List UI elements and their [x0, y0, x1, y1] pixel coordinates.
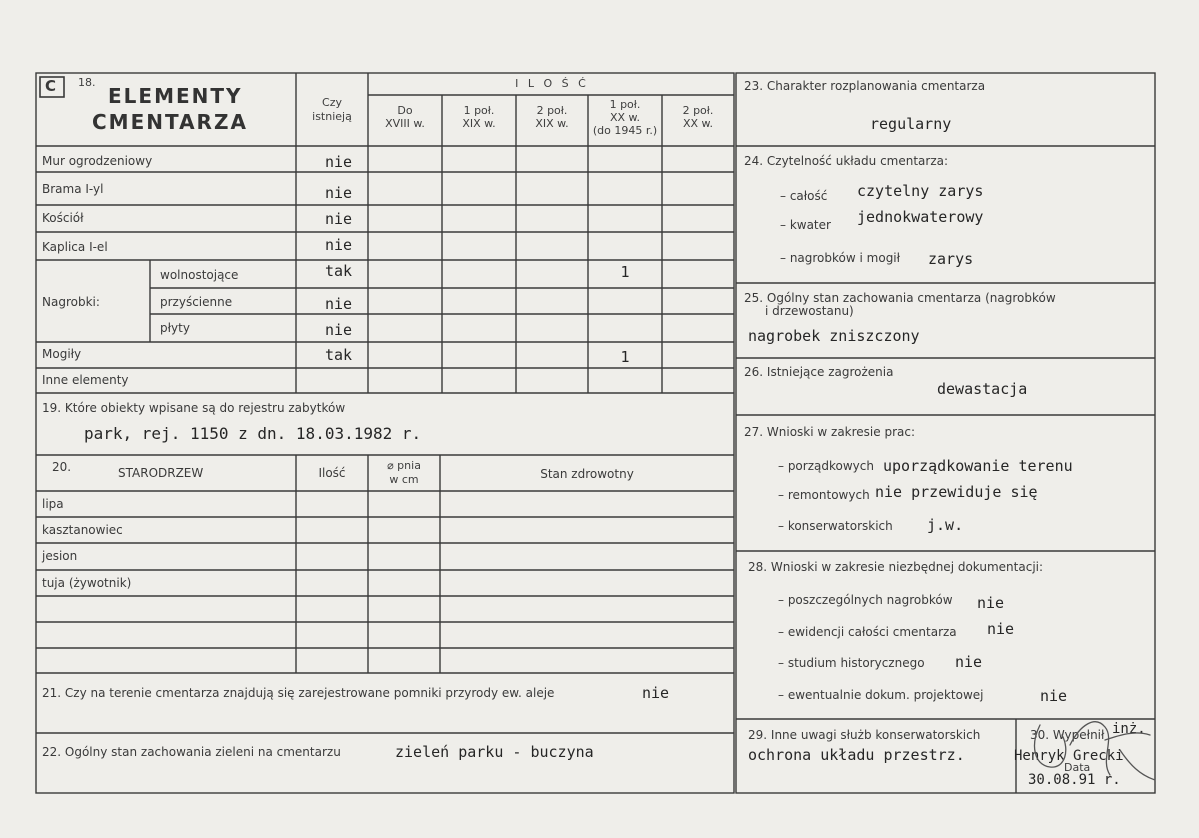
q23-answer: regularny — [870, 115, 952, 133]
tree-tuja: tuja (żywotnik) — [42, 576, 132, 590]
section-letter: C — [45, 77, 57, 95]
tree-jesion: jesion — [42, 549, 78, 563]
q28-studium-answer: nie — [955, 653, 983, 671]
title-line-1: ELEMENTY — [108, 84, 243, 108]
period-1-line2: XVIII w. — [385, 117, 425, 130]
element-label-mur: Mur ogrodzeniowy — [42, 154, 153, 168]
q25-answer: nagrobek zniszczony — [748, 327, 920, 345]
q23-label: 23. Charakter rozplanowania cmentarza — [744, 79, 986, 93]
element-exists-plyty: nie — [325, 321, 353, 339]
q30-name: Henryk Grecki — [1014, 748, 1124, 764]
element-exists-mogily: tak — [325, 346, 353, 364]
q20-number: 20. — [52, 460, 72, 474]
q28-nagrobkow-answer: nie — [977, 594, 1005, 612]
period-5-line2: XX w. — [682, 117, 714, 130]
element-exists-kosciol: nie — [325, 210, 353, 228]
q27-porzadkowych-answer: uporządkowanie terenu — [883, 457, 1073, 475]
q21-label: 21. Czy na terenie cmentarza znajdują się zarejestrowane pomniki przyrody ew. aleje — [42, 686, 555, 700]
period-2-line1: 1 poł. — [463, 104, 495, 117]
q24-nagrobkow-answer: zarys — [928, 250, 974, 268]
nagrobki-label: Nagrobki: — [42, 295, 100, 309]
q24-kwater-answer: jednokwaterowy — [857, 208, 984, 226]
period-2-line2: XIX w. — [462, 117, 496, 130]
q24-label: 24. Czytelność układu cmentarza: — [744, 154, 949, 168]
q20-pnia-1: ⌀ pnia — [387, 459, 421, 472]
q20-stan: Stan zdrowotny — [540, 467, 634, 481]
q19-label: 19. Które obiekty wpisane są do rejestru zabytków — [42, 401, 346, 415]
period-4-line2: XX w. — [609, 111, 641, 124]
q27-porzadkowych-label: – porządkowych — [778, 459, 874, 473]
q30-data-label: Data — [1064, 761, 1091, 774]
element-label-kosciol: Kościół — [42, 211, 84, 225]
q27-konserwatorskich-label: – konserwatorskich — [778, 519, 893, 533]
element-exists-mur: nie — [325, 153, 353, 171]
q29-answer: ochrona układu przestrz. — [748, 746, 965, 764]
q24-calosc-answer: czytelny zarys — [857, 182, 984, 200]
header-czy: Czy — [322, 96, 342, 109]
element-count-wolnostojace: 1 — [620, 263, 630, 281]
element-label-wolnostojace: wolnostojące — [160, 268, 239, 282]
q27-konserwatorskich-answer: j.w. — [927, 516, 964, 534]
q20-pnia-2: w cm — [389, 473, 419, 486]
q28-ewidencji-label: – ewidencji całości cmentarza — [778, 625, 957, 639]
q26-answer: dewastacja — [937, 380, 1028, 398]
q25-label-1: 25. Ogólny stan zachowania cmentarza (nagrobków — [744, 291, 1056, 305]
element-exists-brama: nie — [325, 184, 353, 202]
q30-title: inż. — [1112, 721, 1146, 737]
q28-projektowej-label: – ewentualnie dokum. projektowej — [778, 688, 984, 702]
element-label-brama: Brama I-yl — [42, 182, 104, 196]
handwritten-signature — [1010, 705, 1160, 790]
element-label-mogily: Mogiły — [42, 347, 82, 361]
q29-label: 29. Inne uwagi służb konserwatorskich — [748, 728, 981, 742]
q21-answer: nie — [642, 684, 670, 702]
element-label-inne: Inne elementy — [42, 373, 129, 387]
period-5-line1: 2 poł. — [682, 104, 714, 117]
q20-ilosc: Ilość — [318, 466, 346, 480]
q22-label: 22. Ogólny stan zachowania zieleni na cmentarzu — [42, 745, 341, 759]
q30-label: 30. Wypełnił — [1030, 728, 1105, 742]
element-exists-kaplica: nie — [325, 236, 353, 254]
q24-nagrobkow-label: – nagrobków i mogił — [780, 251, 901, 265]
q28-nagrobkow-label: – poszczególnych nagrobków — [778, 593, 953, 607]
period-3-line2: XIX w. — [535, 117, 569, 130]
element-label-plyty: płyty — [160, 321, 190, 335]
q28-ewidencji-answer: nie — [987, 620, 1015, 638]
element-count-mogily: 1 — [620, 348, 630, 366]
q27-label: 27. Wnioski w zakresie prac: — [744, 425, 916, 439]
q28-projektowej-answer: nie — [1040, 687, 1068, 705]
period-4-line1: 1 poł. — [609, 98, 641, 111]
tree-kasztanowiec: kasztanowiec — [42, 523, 123, 537]
q27-remontowych-label: – remontowych — [778, 488, 870, 502]
q22-answer: zieleń parku - buczyna — [395, 743, 594, 761]
q24-calosc-label: – całość — [780, 189, 828, 203]
header-ilosc: I L O Ś Ć — [515, 77, 589, 90]
q19-answer: park, rej. 1150 z dn. 18.03.1982 r. — [84, 424, 422, 443]
q27-remontowych-answer: nie przewiduje się — [875, 483, 1038, 501]
q26-label: 26. Istniejące zagrożenia — [744, 365, 894, 379]
q28-studium-label: – studium historycznego — [778, 656, 925, 670]
title-line-2: CMENTARZA — [92, 110, 248, 134]
q30-date: 30.08.91 r. — [1028, 772, 1121, 788]
q25-label-2: i drzewostanu) — [765, 304, 854, 318]
tree-lipa: lipa — [42, 497, 64, 511]
q20-title: STARODRZEW — [118, 466, 204, 480]
element-exists-wolnostojace: tak — [325, 262, 353, 280]
element-label-kaplica: Kaplica I-el — [42, 240, 108, 254]
element-label-przyscienne: przyścienne — [160, 295, 233, 309]
header-istnieja: istnieją — [312, 110, 352, 123]
q24-kwater-label: – kwater — [780, 218, 831, 232]
q28-label: 28. Wnioski w zakresie niezbędnej dokumentacji: — [748, 560, 1044, 574]
element-exists-przyscienne: nie — [325, 295, 353, 313]
field-number-18: 18. — [78, 76, 96, 89]
period-4-line3: (do 1945 r.) — [592, 124, 658, 137]
period-3-line1: 2 poł. — [536, 104, 568, 117]
period-1-line1: Do — [397, 104, 413, 117]
